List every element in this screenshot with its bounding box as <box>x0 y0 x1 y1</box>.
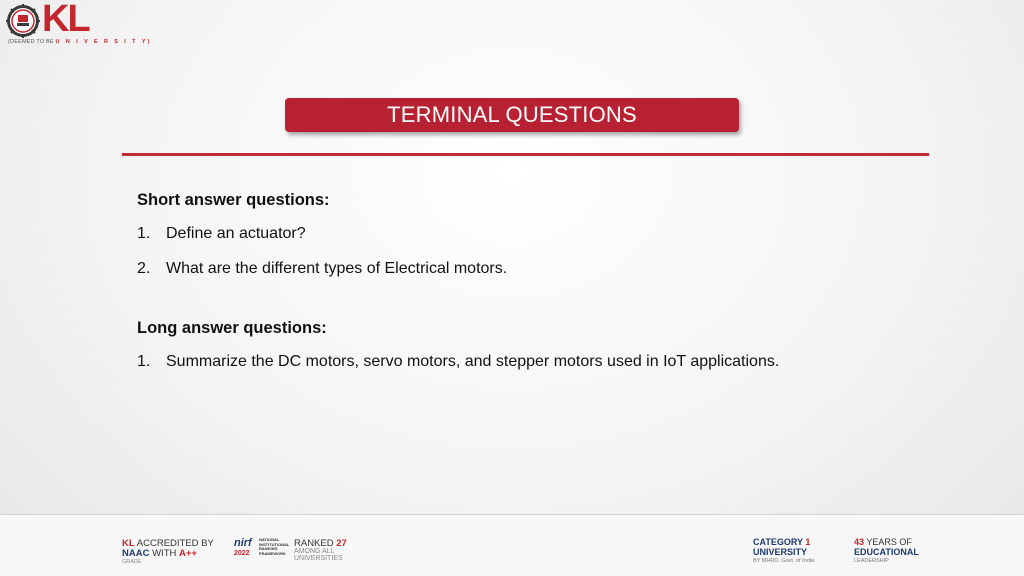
logo-tagline: (DEEMED TO BE U N I V E R S I T Y) <box>8 39 153 45</box>
item-text: Define an actuator? <box>166 225 306 242</box>
slide-content <box>137 188 957 375</box>
footer-bar <box>0 514 1024 576</box>
short-question-list <box>137 212 957 282</box>
item-text: Summarize the DC motors, servo motors, and stepper motors used in IoT applications. <box>166 353 780 370</box>
naac-badge: KL ACCREDITED BY NAAC WITH A++ GRADE <box>122 538 214 565</box>
slide-title: TERMINAL QUESTIONS <box>387 102 637 127</box>
nirf-rank: RANKED 27 AMONG ALL UNIVERSITIES <box>294 538 347 562</box>
nirf-description: NATIONAL INSTITUTIONAL RANKING FRAMEWORK <box>259 537 290 556</box>
list-item <box>137 247 957 282</box>
kl-university-logo <box>4 0 153 48</box>
item-text: What are the different types of Electrical motors. <box>166 260 508 277</box>
category-badge: CATEGORY 1 UNIVERSITY BY MHRD, Govt. of India <box>753 537 815 564</box>
logo-wordmark: KL <box>42 0 89 40</box>
list-item <box>137 340 957 375</box>
list-item <box>137 212 957 247</box>
long-question-list <box>137 340 957 375</box>
long-answer-heading: Long answer questions: <box>137 319 327 337</box>
item-number: 2. <box>137 260 151 277</box>
short-answer-heading: Short answer questions: <box>137 191 330 209</box>
item-number: 1. <box>137 353 151 370</box>
university-seal-icon <box>6 4 40 38</box>
title-divider <box>122 153 929 156</box>
years-badge: 43 YEARS OF EDUCATIONAL LEADERSHIP <box>854 537 919 564</box>
slide-title-banner <box>285 98 739 132</box>
spacer <box>137 282 957 316</box>
item-number: 1. <box>137 225 151 242</box>
nirf-logo-icon: nirf 2022 <box>234 537 252 557</box>
